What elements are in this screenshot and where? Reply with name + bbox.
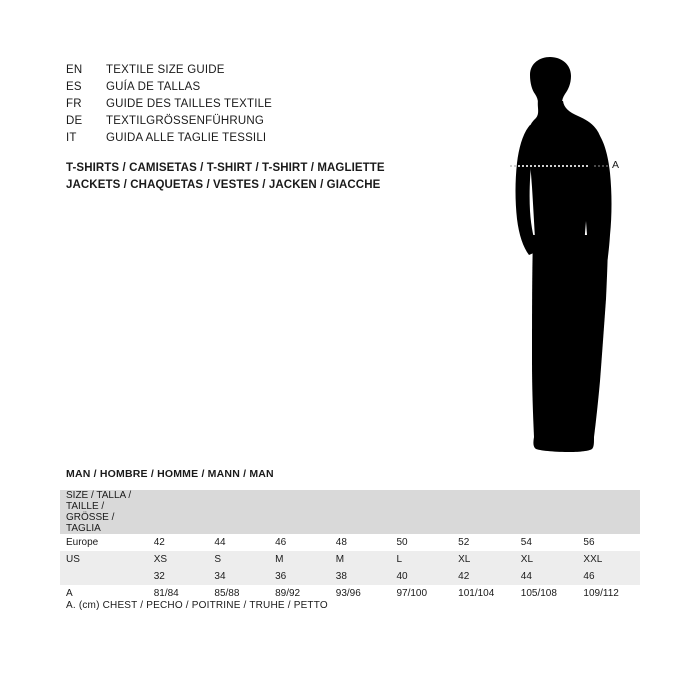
table-title: MAN / HOMBRE / HOMME / MANN / MAN [66,468,274,480]
row-cell: 44 [208,534,269,551]
row-cell: S [208,551,269,568]
row-cell: XXL [577,551,640,568]
row-cell: M [269,551,330,568]
chest-measure-label: A [612,159,620,171]
language-row [66,115,446,132]
row-cell: 46 [269,534,330,551]
row-label: Europe [60,534,148,551]
row-cell: 44 [515,568,578,585]
table-header-cell [390,490,452,534]
row-cell: XL [452,551,515,568]
language-code: DE [66,115,83,127]
table-header-label: SIZE / TALLA / TAILLE / GRÖSSE / TAGLIA [60,490,148,534]
language-title: TEXTILGRÖSSENFÜHRUNG [106,115,264,127]
chest-measure-leader [594,165,608,169]
garment-categories [66,160,466,194]
language-title: TEXTILE SIZE GUIDE [106,64,225,76]
table-row [60,568,640,585]
table-header-cell [208,490,269,534]
row-cell: M [330,551,391,568]
language-title-block [66,64,446,149]
row-cell: L [390,551,452,568]
language-row [66,132,446,149]
language-title: GUIDE DES TAILLES TEXTILE [106,98,273,110]
language-code: ES [66,81,82,93]
language-title: GUIDA ALLE TAGLIE TESSILI [106,132,267,144]
size-table [60,490,640,602]
row-cell: XS [148,551,209,568]
language-title: GUÍA DE TALLAS [106,81,201,93]
table-footnote: A. (cm) CHEST / PECHO / POITRINE / TRUHE / PETTO [66,600,328,611]
language-row [66,81,446,98]
row-cell: 32 [148,568,209,585]
row-cell: 42 [148,534,209,551]
row-cell: 81/84 [148,585,209,602]
row-cell: 109/112 [577,585,640,602]
language-code: IT [66,132,77,144]
row-label: US [60,551,148,568]
chest-measure-line [510,165,588,169]
category-tshirts: T-SHIRTS / CAMISETAS / T-SHIRT / T-SHIRT / MAGLIETTE [66,162,385,174]
language-code: FR [66,98,82,110]
male-silhouette-figure [470,55,670,455]
table-header-cell [515,490,578,534]
row-cell: 89/92 [269,585,330,602]
row-label: A [60,585,148,602]
row-cell: 93/96 [330,585,391,602]
row-cell: 56 [577,534,640,551]
row-cell: 42 [452,568,515,585]
row-cell: 97/100 [390,585,452,602]
row-cell: 34 [208,568,269,585]
row-cell: 46 [577,568,640,585]
row-cell: 54 [515,534,578,551]
row-cell: 48 [330,534,391,551]
table-header-cell [148,490,209,534]
row-cell: 50 [390,534,452,551]
table-header-row [60,490,640,534]
row-cell: 101/104 [452,585,515,602]
row-cell: 36 [269,568,330,585]
row-cell: 105/108 [515,585,578,602]
table-header-cell [452,490,515,534]
table-header-cell [269,490,330,534]
category-jackets: JACKETS / CHAQUETAS / VESTES / JACKEN / GIACCHE [66,179,381,191]
row-cell: 40 [390,568,452,585]
table-header-cell [330,490,391,534]
table-row [60,534,640,551]
row-cell: 38 [330,568,391,585]
row-label [60,568,148,585]
row-cell: XL [515,551,578,568]
language-code: EN [66,64,83,76]
table-row [60,551,640,568]
row-cell: 52 [452,534,515,551]
row-cell: 85/88 [208,585,269,602]
table-header-cell [577,490,640,534]
language-row [66,64,446,81]
language-row [66,98,446,115]
